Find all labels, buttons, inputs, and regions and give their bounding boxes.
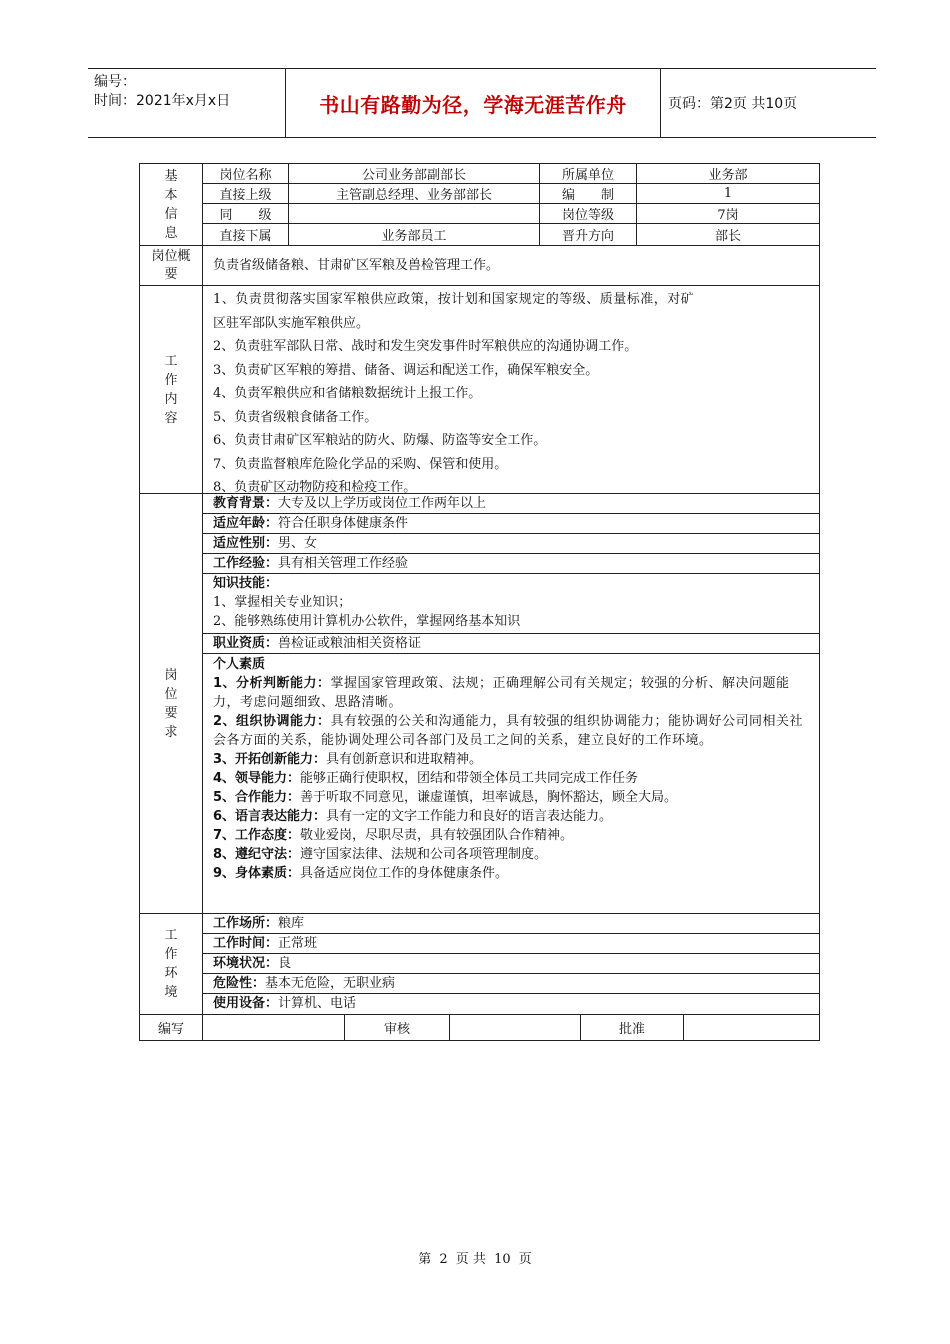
duty-item: 8、负责矿区动物防疫和检疫工作。 (213, 480, 417, 495)
basic-info-row (203, 224, 819, 245)
skill-item: 2、能够熟练使用计算机办公软件，掌握网络基本知识 (213, 614, 521, 629)
basic-info-row (203, 184, 819, 204)
duty-item: 1、负责贯彻落实国家军粮供应政策，按计划和国家规定的等级、质量标准，对矿 (213, 292, 695, 307)
requirements-label: 岗位要求 (140, 494, 203, 913)
environment-label: 工作环境 (140, 914, 203, 1014)
quality-item: 5、合作能力：善于听取不同意见，谦虚谨慎，坦率诚恳，胸怀豁达，顾全大局。 (213, 790, 678, 805)
footer-total-pages: 10 (494, 1252, 511, 1267)
quality-item: 2、组织协调能力：具有较强的公关和沟通能力，具有较强的组织协调能力；能协调好公司同相关社会各方面的关系，能协调处理公司各部门及员工之间的关系，建立良好的工作环境。 (213, 714, 804, 748)
quality-item: 8、遵纪守法：遵守国家法律、法规和公司各项管理制度。 (213, 847, 548, 862)
basic-cell: 直接下属 (203, 224, 289, 245)
basic-cell: 部长 (714, 229, 741, 244)
page-footer: 第 2 页 共 10 页 (418, 1252, 532, 1267)
approve-field[interactable] (684, 1015, 819, 1040)
quality-item: 4、领导能力：能够正确行使职权，团结和带领全体员工共同完成工作任务 (213, 771, 639, 786)
age-row: 适应年龄：符合任职身体健康条件 (203, 514, 819, 534)
duty-item: 7、负责监督粮库危险化学品的采购、保管和使用。 (213, 456, 508, 472)
duty-item: 5、负责省级粮食储备工作。 (213, 409, 378, 425)
basic-cell: 公司业务部副部长 (289, 164, 540, 183)
job-description-table (139, 163, 820, 1041)
signoff-row (140, 1015, 819, 1040)
experience-row: 工作经验：具有相关管理工作经验 (203, 554, 819, 574)
duties-list (203, 286, 819, 493)
basic-cell: 7岗 (717, 208, 739, 223)
quality-item: 7、工作态度：敬业爱岗，尽职尽责，具有较强团队合作精神。 (213, 828, 574, 843)
duties-section (140, 286, 819, 494)
quality-item: 3、开拓创新能力：具有创新意识和进取精神。 (213, 752, 483, 767)
overview-section (140, 246, 819, 286)
review-field[interactable] (450, 1015, 581, 1040)
basic-cell: 1 (723, 186, 733, 201)
review-label: 审核 (345, 1015, 450, 1040)
number-label: 编号： (94, 74, 136, 90)
author-label: 编写 (140, 1015, 203, 1040)
overview-label: 岗位概要 (140, 246, 203, 285)
header-meta (88, 69, 286, 137)
personal-quality-row: 个人素质 1、分析判断能力：掌握国家管理政策、法规；正确理解公司有关规定；较强的分析、解决问题能力，考虑问题细致、思路清晰。 2、组织协调能力：具有较强的公关和沟通能力，具有较强的组织协调能力；能协调好公司同相关社会各方面的关系，能协调处理公司各部门及员工之间的关系，建立良好的工作环境。 3、开拓创新能力：具有创新意识和进取精神。 4、领导能力：能够正确行使职权，团结和带领全体员工共同完成工作任务 5、合作能力：善于听取不同意见，谦虚谨慎，坦率诚恳，胸怀豁达，顾全大局。 6、语言表达能力：具有一定的文字工作能力和良好的语言表达能力。 7、工作态度：敬业爱岗，尽职尽责，具有较强团队合作精神。 8、遵纪守法：遵守国家法律、法规和公司各项管理制度。 9、身体素质：具备适应岗位工作的身体健康条件。 (203, 655, 819, 913)
basic-cell: 所属单位 (540, 164, 637, 183)
skill-item: 1、掌握相关专业知识； (213, 595, 352, 610)
basic-info-row (203, 164, 819, 184)
document-header (88, 68, 876, 138)
duty-item: 6、负责甘肃矿区军粮站的防火、防爆、防盗等安全工作。 (213, 433, 547, 448)
basic-cell: 业务部 (708, 168, 748, 183)
duty-item: 2、负责驻军部队日常、战时和发生突发事件时军粮供应的沟通协调工作。 (213, 339, 638, 354)
basic-cell: 直接上级 (203, 184, 289, 203)
equipment-row: 使用设备：计算机、电话 (213, 996, 357, 1011)
qualification-row: 职业资质：兽检证或粮油相关资格证 (203, 634, 819, 654)
basic-cell (289, 204, 540, 223)
basic-cell: 晋升方向 (540, 224, 637, 245)
approve-label: 批准 (581, 1015, 684, 1040)
duty-item: 4、负责军粮供应和省储粮数据统计上报工作。 (213, 386, 482, 401)
basic-cell: 岗位等级 (540, 204, 637, 223)
basic-cell: 主管副总经理、业务部部长 (289, 184, 540, 203)
environment-section (140, 914, 819, 1015)
gender-row: 适应性别：男、女 (203, 534, 819, 554)
time-label: 时间：2021年x月x日 (94, 93, 231, 109)
basic-cell: 同 级 (203, 204, 289, 223)
basic-cell: 编 制 (540, 184, 637, 203)
skills-row: 知识技能： 1、掌握相关专业知识； 2、能够熟练使用计算机办公软件，掌握网络基本知识 (203, 574, 819, 634)
requirements-section (140, 494, 819, 914)
header-page-label: 页码：第2页 共10页 (668, 96, 798, 112)
duties-label: 工作内容 (140, 286, 203, 493)
duty-item: 3、负责矿区军粮的筹措、储备、调运和配送工作，确保军粮安全。 (213, 362, 599, 378)
environment-condition-row: 环境状况：良 (203, 954, 819, 974)
risk-row: 危险性：基本无危险，无职业病 (203, 974, 819, 994)
duty-item: 区驻军部队实施军粮供应。 (213, 315, 370, 331)
basic-info-label: 基本信息 (140, 164, 203, 245)
workplace-row: 工作场所：粮库 (203, 914, 819, 934)
work-time-row: 工作时间：正常班 (203, 934, 819, 954)
overview-text: 负责省级储备粮、甘肃矿区军粮及兽检管理工作。 (213, 257, 500, 273)
header-motto: 书山有路勤为径，学海无涯苦作舟 (286, 69, 661, 137)
basic-cell: 业务部员工 (289, 224, 540, 245)
footer-page-number: 2 (439, 1252, 448, 1267)
basic-cell: 岗位名称 (203, 164, 289, 183)
basic-info-row (203, 204, 819, 224)
quality-item: 9、身体素质：具备适应岗位工作的身体健康条件。 (213, 866, 509, 881)
quality-item: 1、分析判断能力：掌握国家管理政策、法规；正确理解公司有关规定；较强的分析、解决问题能力，考虑问题细致、思路清晰。 (213, 676, 790, 710)
education-row: 教育背景：大专及以上学历或岗位工作两年以上 (203, 494, 819, 514)
basic-info-section (140, 164, 819, 246)
author-field[interactable] (203, 1015, 345, 1040)
quality-item: 6、语言表达能力：具有一定的文字工作能力和良好的语言表达能力。 (213, 809, 613, 824)
